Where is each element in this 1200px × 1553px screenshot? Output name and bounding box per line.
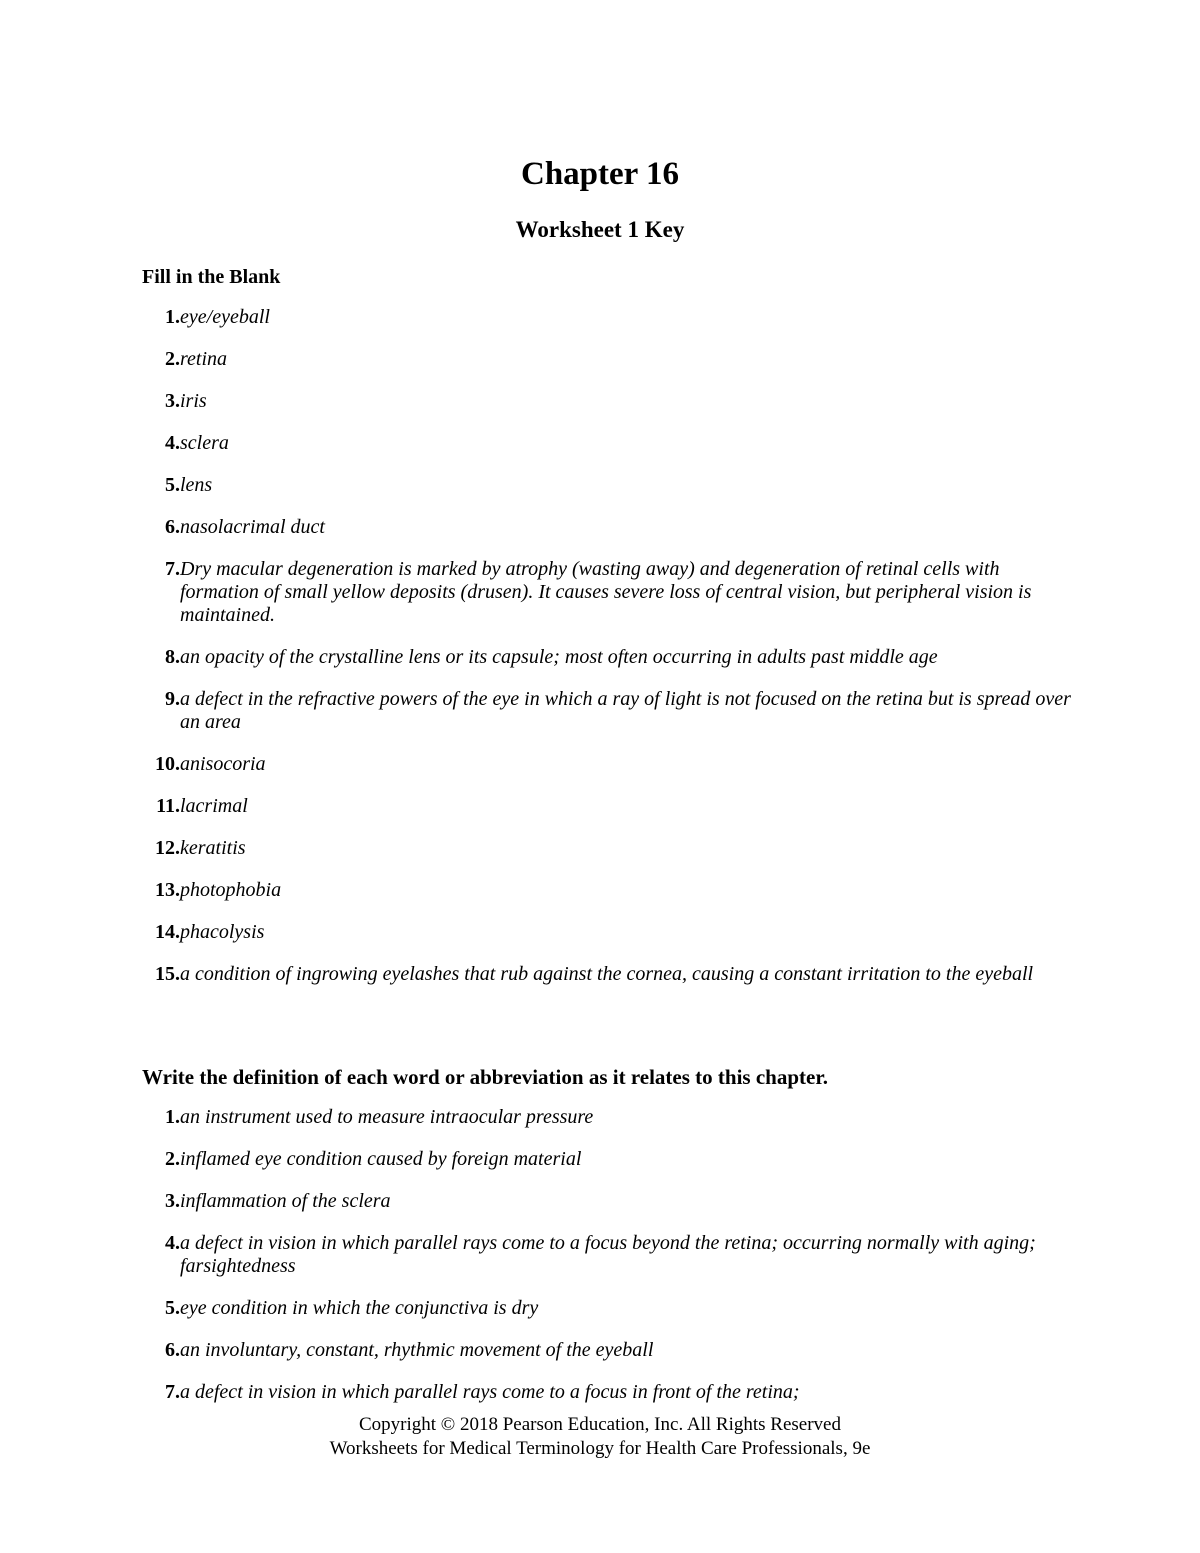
answer-text: sclera bbox=[180, 432, 229, 454]
answer-text: a defect in vision in which parallel rays come to a focus beyond the retina; occurring normally with aging; farsightedness bbox=[180, 1232, 1036, 1277]
answer-text: photophobia bbox=[180, 879, 282, 901]
fill-in-blank-section bbox=[142, 264, 1082, 1005]
item-number: 8. bbox=[165, 646, 180, 668]
page-footer bbox=[0, 1413, 1200, 1461]
item-number: 11. bbox=[156, 795, 180, 817]
answer-text: eye condition in which the conjunctiva is dry bbox=[180, 1297, 539, 1319]
answer-text: a defect in vision in which parallel rays come to a focus in front of the retina; bbox=[180, 1381, 800, 1403]
item-number: 4. bbox=[165, 432, 180, 454]
answer-text: phacolysis bbox=[180, 921, 265, 943]
answer-text: nasolacrimal duct bbox=[180, 516, 325, 538]
list-item bbox=[142, 921, 1082, 944]
item-number: 1. bbox=[165, 1106, 180, 1128]
list-item bbox=[142, 516, 1082, 539]
answer-text: inflamed eye condition caused by foreign material bbox=[180, 1148, 582, 1170]
item-number: 2. bbox=[165, 348, 180, 370]
item-number: 10. bbox=[155, 753, 180, 775]
item-number: 3. bbox=[165, 1190, 180, 1212]
answer-text: a condition of ingrowing eyelashes that rub against the cornea, causing a constant irritation to the eyeball bbox=[180, 963, 1034, 985]
definitions-heading: Write the definition of each word or abbreviation as it relates to this chapter. bbox=[142, 1065, 828, 1089]
list-item bbox=[142, 837, 1082, 860]
list-item bbox=[142, 306, 1082, 329]
answer-text: an involuntary, constant, rhythmic movement of the eyeball bbox=[180, 1339, 654, 1361]
item-number: 5. bbox=[165, 1297, 180, 1319]
item-number: 15. bbox=[155, 963, 180, 985]
list-item bbox=[142, 879, 1082, 902]
item-number: 14. bbox=[155, 921, 180, 943]
list-item bbox=[142, 646, 1082, 669]
answer-text: an instrument used to measure intraocular pressure bbox=[180, 1106, 594, 1128]
list-item bbox=[142, 1106, 1082, 1129]
chapter-title: Chapter 16 bbox=[521, 156, 679, 192]
list-item bbox=[142, 963, 1082, 986]
item-number: 7. bbox=[165, 1381, 180, 1403]
item-number: 6. bbox=[165, 1339, 180, 1361]
list-item bbox=[142, 558, 1082, 627]
item-number: 2. bbox=[165, 1148, 180, 1170]
answer-text: anisocoria bbox=[180, 753, 266, 775]
answer-text: Dry macular degeneration is marked by atrophy (wasting away) and degeneration of retinal cells with formation of small yellow deposits (drusen). It causes severe loss of central vision, but peripheral vision is maintained. bbox=[180, 558, 1032, 626]
list-item bbox=[142, 1381, 1082, 1404]
answer-text: lacrimal bbox=[180, 795, 248, 817]
item-number: 4. bbox=[165, 1232, 180, 1254]
list-item bbox=[142, 348, 1082, 371]
list-item bbox=[142, 795, 1082, 818]
list-item bbox=[142, 432, 1082, 455]
item-number: 13. bbox=[155, 879, 180, 901]
list-item bbox=[142, 1339, 1082, 1362]
answer-text: lens bbox=[180, 474, 213, 496]
item-number: 6. bbox=[165, 516, 180, 538]
answer-text: an opacity of the crystalline lens or its capsule; most often occurring in adults past middle age bbox=[180, 646, 938, 668]
list-item bbox=[142, 390, 1082, 413]
answer-text: inflammation of the sclera bbox=[180, 1190, 391, 1212]
list-item bbox=[142, 1148, 1082, 1171]
answer-text: a defect in the refractive powers of the eye in which a ray of light is not focused on the retina but is spread over an area bbox=[180, 688, 1071, 733]
answer-text: retina bbox=[180, 348, 228, 370]
item-number: 5. bbox=[165, 474, 180, 496]
list-item bbox=[142, 474, 1082, 497]
list-item bbox=[142, 1297, 1082, 1320]
book-title: Worksheets for Medical Terminology for Health Care Professionals, 9e bbox=[329, 1438, 871, 1459]
answer-text: keratitis bbox=[180, 837, 246, 859]
item-number: 9. bbox=[165, 688, 180, 710]
list-item bbox=[142, 1232, 1082, 1278]
item-number: 7. bbox=[165, 558, 180, 580]
list-item bbox=[142, 688, 1082, 734]
fill-in-blank-heading: Fill in the Blank bbox=[142, 266, 281, 288]
list-item bbox=[142, 753, 1082, 776]
item-number: 3. bbox=[165, 390, 180, 412]
definitions-section bbox=[142, 1064, 1082, 1423]
answer-text: iris bbox=[180, 390, 207, 412]
list-item bbox=[142, 1190, 1082, 1213]
answer-text: eye/eyeball bbox=[180, 306, 270, 328]
item-number: 12. bbox=[155, 837, 180, 859]
fill-in-blank-list bbox=[142, 306, 1082, 986]
definitions-list bbox=[142, 1106, 1082, 1404]
item-number: 1. bbox=[165, 306, 180, 328]
worksheet-title: Worksheet 1 Key bbox=[515, 217, 685, 242]
copyright-notice: Copyright © 2018 Pearson Education, Inc. All Rights Reserved bbox=[359, 1414, 841, 1435]
